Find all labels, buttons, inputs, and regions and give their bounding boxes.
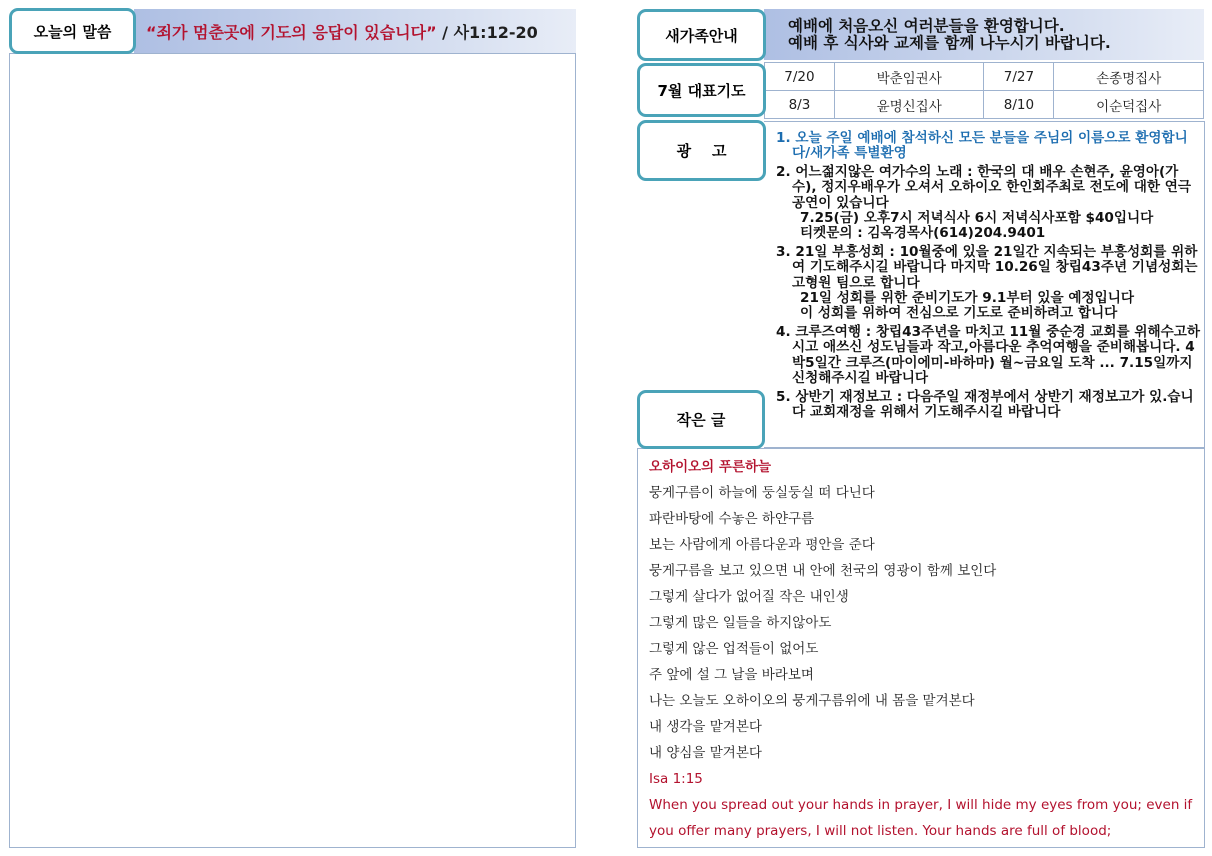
newcomers-tab	[637, 9, 766, 61]
list-item	[776, 165, 1201, 242]
newcomers-label: 새가족안내	[665, 26, 738, 45]
essay-line: 그렇게 않은 업적들이 없어도	[649, 641, 819, 657]
essay-line: 보는 사람에게 아름다운과 평안을 준다	[649, 537, 875, 553]
essay-verse-ref: Isa 1:15	[649, 771, 703, 787]
prayer-date: 7/20	[765, 63, 835, 91]
essay-line: 뭉게구름이 하늘에 둥실둥실 떠 다닌다	[649, 485, 875, 501]
prayer-schedule-tab	[637, 63, 766, 117]
essay-line: 파란바탕에 수놓은 하얀구름	[649, 511, 815, 527]
essay-tab	[637, 390, 765, 449]
essay-title: 오하이오의 푸른하늘	[649, 459, 772, 475]
essay-line: 뭉게구름을 보고 있으면 내 안에 천국의 영광이 함께 보인다	[649, 563, 997, 579]
announcement-detail: 티켓문의 : 김옥경목사(614)204.9401	[800, 225, 1046, 242]
announcement-text: 4. 크루즈여행 : 창립43주년을 마치고 11월 중순경 교회를 위해수고하시고 애쓰신 성도님들과 작고,아름다운 추억여행을 준비해봅니다. 4박5일간 크루즈(마이에미-바하마) 월~금요일 도착 ... 7.15일까지 신청해주시길 바랍니다	[776, 323, 1201, 387]
essay-verse-line: you offer many prayers, I will not listen. Your hands are full of blood;	[649, 823, 1112, 839]
prayer-schedule-label: 7월 대표기도	[657, 81, 746, 100]
sermon-scripture-ref: / 사1:12-20	[436, 23, 538, 42]
prayer-date: 8/10	[984, 91, 1054, 119]
prayer-leader: 손종명집사	[1054, 63, 1204, 91]
list-item	[776, 245, 1201, 322]
essay	[649, 457, 1199, 847]
announcement-detail: 21일 성회를 위한 준비기도가 9.1부터 있을 예정입니다	[800, 290, 1135, 307]
list-item	[776, 325, 1201, 387]
essay-label: 작은 글	[676, 411, 726, 429]
prayer-leader: 박춘임권사	[834, 63, 984, 91]
announcements-list	[776, 131, 1201, 423]
essay-line: 내 생각을 맡겨본다	[649, 719, 762, 735]
prayer-leader: 이순덕집사	[1054, 91, 1204, 119]
announcement-text: 2. 어느젊지않은 여가수의 노래 : 한국의 대 배우 손현주, 윤영아(가수), 정지우배우가 오셔서 오하이오 한인회주최로 전도에 대한 연극공연이 있습니다	[776, 163, 1192, 211]
announcement-detail: 이 성회를 위하여 전심으로 기도로 준비하려고 합니다	[800, 305, 1118, 322]
list-item	[776, 131, 1201, 162]
announcement-text: 5. 상반기 재정보고 : 다음주일 재정부에서 상반기 재정보고가 있.습니다 교회재정을 위해서 기도해주시길 바랍니다	[776, 388, 1194, 420]
announcement-text: 1. 오늘 주일 예배에 참석하신 모든 분들을 주님의 이름으로 환영합니다/새가족 특별환영	[776, 130, 1188, 162]
welcome-line: 예배에 처음오신 여러분들을 환영합니다.	[788, 17, 1065, 35]
welcome-message	[788, 18, 1111, 52]
essay-line: 나는 오늘도 오하이오의 뭉게구름위에 내 몸을 맡겨본다	[649, 693, 975, 709]
list-item	[776, 390, 1201, 421]
table-row	[765, 91, 1204, 119]
essay-line: 내 양심을 맡겨본다	[649, 745, 762, 761]
sermon-title	[146, 20, 538, 43]
sermon-title-quote: “죄가 멈춘곳에 기도의 응답이 있습니다”	[146, 23, 437, 42]
essay-verse-line: When you spread out your hands in prayer, I will hide my eyes from you; even if	[649, 797, 1193, 813]
essay-line: 주 앞에 설 그 날을 바라보며	[649, 667, 814, 683]
essay-line: 그렇게 살다가 없어질 작은 내인생	[649, 589, 849, 605]
prayer-schedule-table	[764, 62, 1204, 119]
announcement-text: 3. 21일 부흥성회 : 10월중에 있을 21일간 지속되는 부흥성회를 위하여 기도해주시길 바랍니다 마지막 10.26일 창립43주년 기념성회는 고형원 팀으로 합니다	[776, 243, 1198, 291]
prayer-date: 7/27	[984, 63, 1054, 91]
prayer-date: 8/3	[765, 91, 835, 119]
prayer-leader: 윤명신집사	[834, 91, 984, 119]
todays-word-label: 오늘의 말씀	[33, 22, 112, 41]
announcements-tab	[637, 120, 766, 181]
announcement-detail: 7.25(금) 오후7시 저녁식사 6시 저녁식사포함 $40입니다	[800, 210, 1154, 227]
table-row	[765, 63, 1204, 91]
todays-word-tab	[9, 8, 136, 54]
sermon-notes-area	[9, 53, 576, 848]
welcome-line: 예배 후 식사와 교제를 함께 나누시기 바랍니다.	[788, 34, 1111, 52]
essay-line: 그렇게 많은 일들을 하지않아도	[649, 615, 832, 631]
announcements-label: 광 고	[676, 142, 727, 160]
